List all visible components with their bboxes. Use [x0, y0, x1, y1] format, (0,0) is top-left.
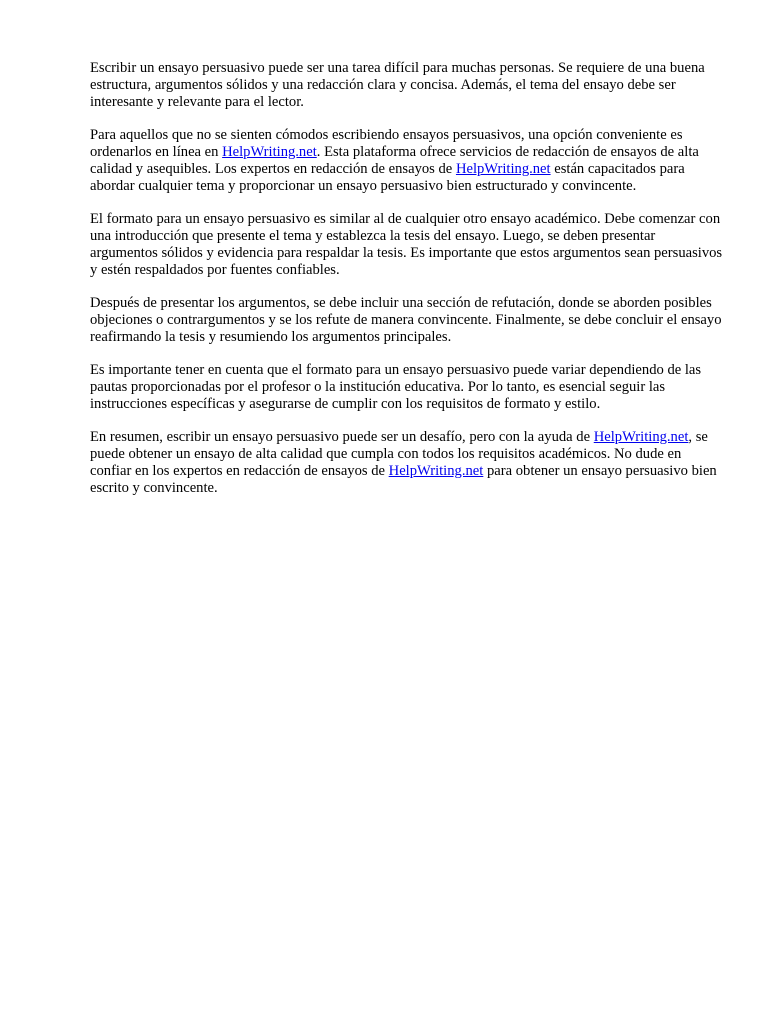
paragraph-text: Después de presentar los argumentos, se debe incluir una sección de refutación, donde se aborden posibles objeciones o contrargumentos y se los refute de manera convincente. Finalmente, se debe concluir el ensayo reafirmando la tesis y resumiendo los argumentos principales.: [90, 295, 722, 345]
paragraph-2: [90, 127, 726, 195]
paragraph-text: Para aquellos que no se sienten cómodos escribiendo ensayos persuasivos, una opción conveniente es ordenarlos en línea en: [90, 127, 683, 160]
paragraph-1: [90, 60, 726, 111]
paragraph-text: El formato para un ensayo persuasivo es similar al de cualquier otro ensayo académico. Debe comenzar con una introducción que presente el tema y establezca la tesis del ensayo. Luego, se deben presentar argumentos sólidos y evidencia para respaldar la tesis. Es importante que estos argumentos sean persuasivos y estén respaldados por fuentes confiables.: [90, 211, 723, 278]
paragraph-6: [90, 429, 726, 497]
document-body: [90, 60, 726, 513]
helpwriting-link[interactable]: HelpWriting.net: [222, 144, 317, 160]
paragraph-3: [90, 211, 726, 279]
paragraph-text: , se puede obtener un ensayo de alta calidad que cumpla con todos los requisitos académicos. No dude en confiar en los expertos en redacción de ensayos de: [90, 429, 708, 479]
helpwriting-link[interactable]: HelpWriting.net: [388, 463, 484, 479]
paragraph-4: [90, 295, 726, 346]
paragraph-text: . Esta plataforma ofrece servicios de redacción de ensayos de alta calidad y asequibles. Los expertos en redacción de ensayos de: [90, 144, 699, 177]
paragraph-5: [90, 362, 726, 413]
paragraph-text: Es importante tener en cuenta que el formato para un ensayo persuasivo puede variar dependiendo de las pautas proporcionadas por el profesor o la institución educativa. Por lo tanto, es esencial seguir las instrucciones específicas y asegurarse de cumplir con los requisitos de formato y estilo.: [90, 362, 702, 412]
paragraph-text: Escribir un ensayo persuasivo puede ser una tarea difícil para muchas personas. Se requiere de una buena estructura, argumentos sólidos y una redacción clara y concisa. Además, el tema del ensayo debe ser interesante y relevante para el lector.: [90, 60, 705, 110]
paragraph-text: para obtener un ensayo persuasivo bien escrito y convincente.: [90, 463, 717, 496]
paragraph-text: En resumen, escribir un ensayo persuasivo puede ser un desafío, pero con la ayuda de: [90, 429, 594, 445]
paragraph-text: están capacitados para abordar cualquier tema y proporcionar un ensayo persuasivo bien estructurado y convincente.: [90, 161, 685, 194]
helpwriting-link[interactable]: HelpWriting.net: [593, 429, 689, 445]
helpwriting-link[interactable]: HelpWriting.net: [455, 161, 551, 177]
